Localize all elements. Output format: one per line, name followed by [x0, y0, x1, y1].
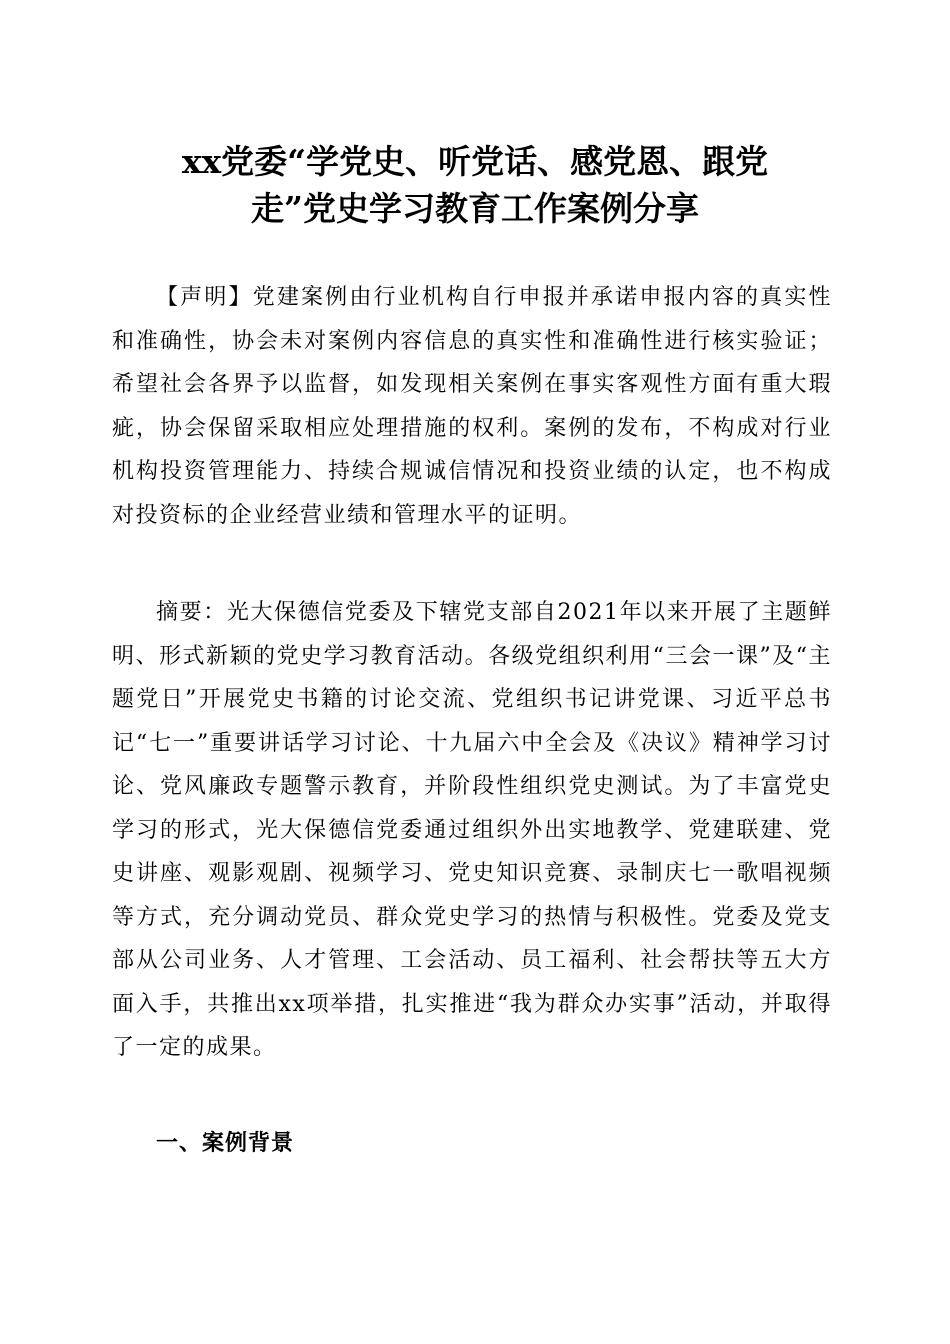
- title-line-2: 走”党史学习教育工作案例分享: [251, 189, 699, 228]
- title-line-1: xx党委“学党史、听党话、感党恩、跟党: [181, 142, 769, 181]
- abstract-paragraph: 摘要：光大保德信党委及下辖党支部自2021年以来开展了主题鲜明、形式新颖的党史学习教育活动。各级党组织利用“三会一课”及“主题党日”开展党史书籍的讨论交流、党组织书记讲党课、习近平总书记“七一”重要讲话学习讨论、十九届六中全会及《决议》精神学习讨论、党风廉政专题警示教育，并阶段性组织党史测试。为了丰富党史学习的形式，光大保德信党委通过组织外出实地教学、党建联建、党史讲座、观影观剧、视频学习、党史知识竞赛、录制庆七一歌唱视频等方式，充分调动党员、群众党史学习的热情与积极性。党委及党支部从公司业务、人才管理、工会活动、员工福利、社会帮扶等五大方面入手，共推出xx项举措，扎实推进“我为群众办实事”活动，并取得了一定的成果。: [112, 600, 832, 1060]
- section-heading-background: 一、案例背景: [156, 1131, 295, 1156]
- statement-paragraph: 【声明】党建案例由行业机构自行申报并承诺申报内容的真实性和准确性，协会未对案例内容信息的真实性和准确性进行核实验证；希望社会各界予以监督，如发现相关案例在事实客观性方面有重大瑕疵，协会保留采取相应处理措施的权利。案例的发布，不构成对行业机构投资管理能力、持续合规诚信情况和投资业绩的认定，也不构成对投资标的企业经营业绩和管理水平的证明。: [112, 285, 832, 528]
- document-title: [100, 138, 850, 232]
